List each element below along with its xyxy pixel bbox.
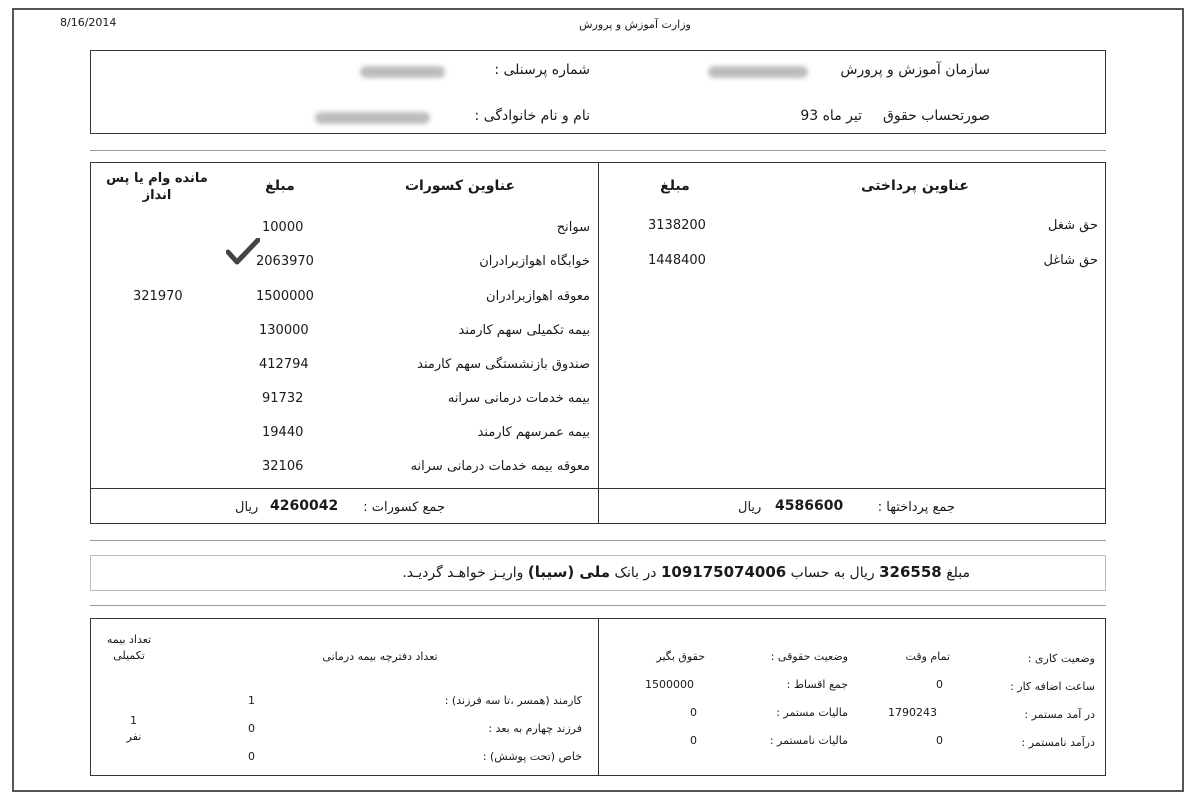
insurance-row-value: 0 xyxy=(248,750,255,763)
payment-label: حق شاغل xyxy=(1043,253,1098,268)
payments-currency: ریال xyxy=(738,500,762,515)
continuous-income-label: در آمد مستمر : xyxy=(1024,708,1095,721)
account-number: 109175074006 xyxy=(660,563,787,581)
deduction-amount: 2063970 xyxy=(256,254,314,269)
deduction-amount: 19440 xyxy=(262,425,304,440)
deductions-total-label: جمع کسورات : xyxy=(363,500,445,515)
deduction-label: بیمه خدمات درمانی سرانه xyxy=(447,391,590,406)
payments-title: عناوین پرداختی xyxy=(861,178,969,194)
redacted-personnel-number xyxy=(360,66,445,78)
noncontinuous-tax-label: مالیات نامستمر : xyxy=(769,734,848,747)
deduction-label: معوقه اهوازبرادران xyxy=(486,289,590,304)
transfer-suffix: واریـز خواهـد گردیـد. xyxy=(402,565,524,581)
insurance-row-label: فرزند چهارم به بعد : xyxy=(488,722,582,735)
details-column-divider xyxy=(598,618,599,776)
totals-divider xyxy=(90,488,1106,489)
deduction-amount: 130000 xyxy=(259,323,309,338)
deduction-label: خوابگاه اهوازبرادران xyxy=(479,254,590,269)
installments-value: 1500000 xyxy=(645,678,694,691)
deductions-title: عناوین کسورات xyxy=(404,178,516,194)
noncontinuous-tax-value: 0 xyxy=(690,734,697,747)
work-status-label: وضعیت کاری : xyxy=(1027,652,1095,665)
statement-month: تیر ماه 93 xyxy=(800,108,862,124)
insurance-booklet-title: تعداد دفترچه بیمه درمانی xyxy=(322,650,438,663)
deduction-amount: 1500000 xyxy=(256,289,314,304)
supplementary-insurance-unit: نفر xyxy=(126,730,142,743)
continuous-tax-value: 0 xyxy=(690,706,697,719)
deduction-amount: 32106 xyxy=(262,459,304,474)
supplementary-insurance-count: 1 xyxy=(130,714,137,727)
deduction-label: صندوق بازنشستگی سهم کارمند xyxy=(417,357,590,372)
deduction-label: بیمه عمرسهم کارمند xyxy=(477,425,590,440)
insurance-row-value: 1 xyxy=(248,694,255,707)
payment-amount: 3138200 xyxy=(648,218,706,233)
personnel-number-label: شماره پرسنلی : xyxy=(494,62,590,78)
continuous-tax-label: مالیات مستمر : xyxy=(776,706,848,719)
installments-label: جمع اقساط : xyxy=(786,678,848,691)
transfer-amount: 326558 xyxy=(879,563,942,581)
loan-remaining-header: مانده وام یا پس انداز xyxy=(106,171,208,203)
deduction-label: بیمه تکمیلی سهم کارمند xyxy=(458,323,590,338)
insurance-row-label: کارمند (همسر ،تا سه فرزند) : xyxy=(444,694,582,707)
transfer-mid: ریال به حساب xyxy=(790,565,875,581)
deductions-total: 4260042 xyxy=(270,498,339,514)
payments-total-label: جمع پرداختها : xyxy=(877,500,955,515)
transfer-statement xyxy=(200,563,970,581)
supplementary-insurance-header: تعداد بیمه تکمیلی xyxy=(106,633,152,662)
deductions-amount-header: مبلغ xyxy=(265,178,295,194)
divider xyxy=(90,605,1106,606)
checkmark-icon xyxy=(226,238,260,266)
table-column-divider xyxy=(598,162,599,524)
payments-amount-header: مبلغ xyxy=(660,178,690,194)
ministry-title: وزارت آموزش و پرورش xyxy=(579,18,691,31)
deductions-currency: ریال xyxy=(235,500,259,515)
print-date: 8/16/2014 xyxy=(60,16,117,29)
payment-label: حق شغل xyxy=(1047,218,1098,233)
transfer-bank-word: در بانک xyxy=(614,565,657,581)
payments-total: 4586600 xyxy=(775,498,844,514)
transfer-prefix: مبلغ xyxy=(946,565,970,581)
salary-status-label: وضعیت حقوقی : xyxy=(770,650,848,663)
overtime-label: ساعت اضافه کار : xyxy=(1010,680,1095,693)
deduction-label: معوقه بیمه خدمات درمانی سرانه xyxy=(410,459,590,474)
insurance-row-label: خاص (تحت پوشش) : xyxy=(482,750,582,763)
redacted-region-name xyxy=(708,66,808,78)
deduction-amount: 91732 xyxy=(262,391,304,406)
loan-remaining-value: 321970 xyxy=(133,289,183,304)
organization-label: سازمان آموزش و پرورش xyxy=(840,62,990,78)
deduction-label: سوانح xyxy=(556,220,590,235)
noncontinuous-income-label: درآمد نامستمر : xyxy=(1021,736,1095,749)
full-name-label: نام و نام خانوادگی : xyxy=(474,108,590,124)
deduction-amount: 10000 xyxy=(262,220,304,235)
salary-status-value: حقوق بگیر xyxy=(656,650,705,663)
statement-label: صورتحساب حقوق xyxy=(882,108,990,124)
deduction-amount: 412794 xyxy=(259,357,309,372)
overtime-value: 0 xyxy=(936,678,943,691)
work-status-value: تمام وقت xyxy=(905,650,950,663)
continuous-income-value: 1790243 xyxy=(888,706,937,719)
divider xyxy=(90,150,1106,151)
payment-amount: 1448400 xyxy=(648,253,706,268)
redacted-full-name xyxy=(315,112,430,124)
bank-name: ملی (سیبا) xyxy=(527,563,610,581)
noncontinuous-income-value: 0 xyxy=(936,734,943,747)
insurance-row-value: 0 xyxy=(248,722,255,735)
divider xyxy=(90,540,1106,541)
